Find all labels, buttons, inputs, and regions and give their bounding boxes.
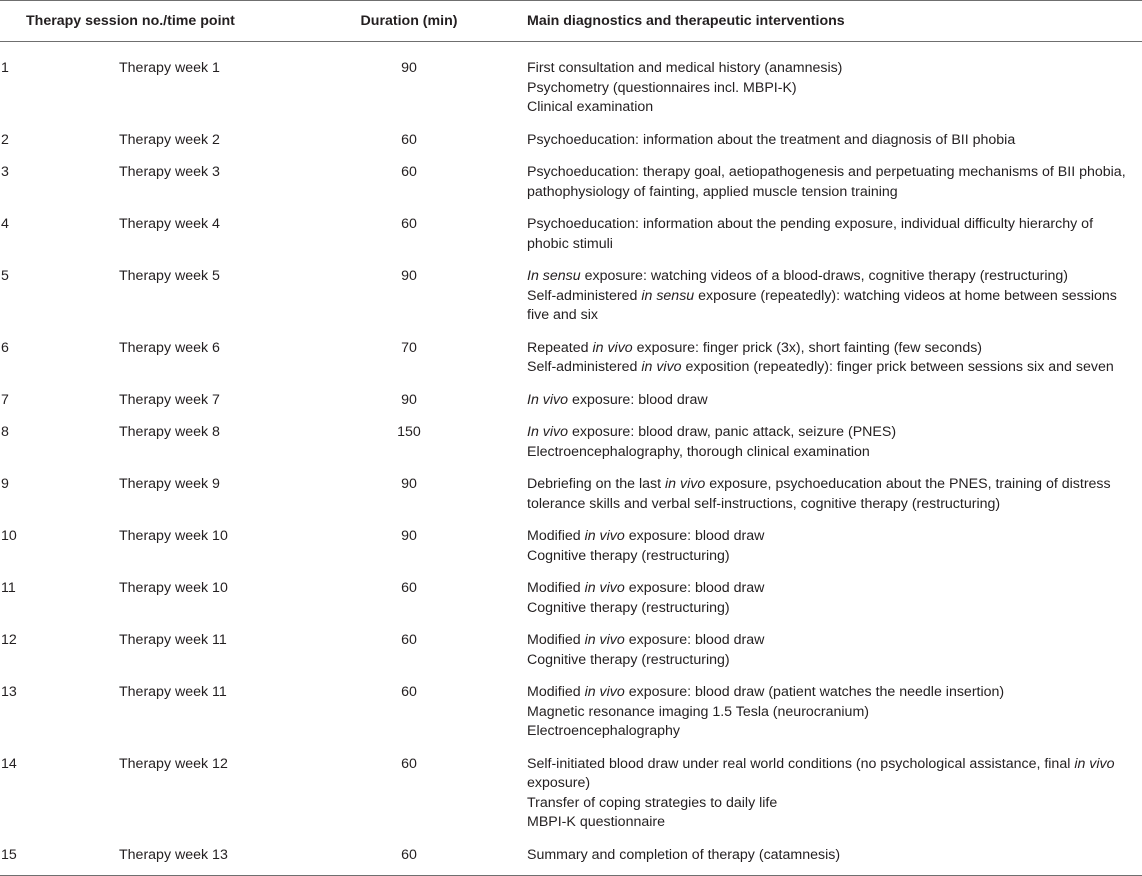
intervention-line: [527, 722, 1132, 742]
intervention-line: [527, 339, 1132, 359]
intervention-line: [527, 794, 1132, 814]
interventions-cell: [526, 570, 1142, 622]
intervention-text: Self-administered: [527, 359, 642, 375]
session-number: 8: [1, 424, 9, 440]
time-point: Therapy week 9: [119, 476, 220, 492]
duration-minutes: 150: [397, 424, 421, 440]
intervention-line: [527, 599, 1132, 619]
duration-minutes: 90: [401, 528, 417, 544]
intervention-line: [527, 631, 1132, 651]
interventions-cell: [526, 382, 1142, 415]
duration-minutes: 60: [352, 837, 526, 876]
intervention-text-italic: In vivo: [527, 391, 569, 408]
intervention-line: [527, 443, 1132, 463]
duration-minutes: 60: [401, 684, 417, 700]
intervention-text: exposure, psychoeducation about the PNES, training of distress tolerance skills and verbal self-instructions, cognitive therapy (restructuring): [527, 476, 1111, 512]
intervention-text: Debriefing on the last: [527, 476, 666, 492]
intervention-text: exposition (repeatedly): finger prick between sessions six and seven: [681, 359, 1114, 375]
intervention-line: [527, 287, 1132, 326]
intervention-text: Self-initiated blood draw under real world conditions (no psychological assistance, final: [527, 755, 1075, 772]
intervention-text-italic: in vivo: [584, 580, 625, 596]
session-number: 11: [1, 580, 16, 596]
intervention-line: [527, 215, 1132, 254]
intervention-text: Psychoeducation: therapy goal, aetiopathogenesis and perpetuating mechanisms of BII phobia, pathophysiology of fainting, applied muscle tension training: [527, 164, 1126, 200]
intervention-text: exposure): [527, 775, 591, 791]
intervention-text: exposure: blood draw: [568, 391, 708, 408]
table-body: [0, 42, 1142, 876]
time-point: Therapy week 1: [119, 60, 220, 76]
interventions-cell: [526, 206, 1142, 258]
intervention-text: Magnetic resonance imaging 1.5 Tesla (neurocranium): [527, 703, 869, 720]
time-point: Therapy week 6: [119, 339, 220, 356]
header-duration: Duration (min): [352, 1, 526, 42]
intervention-text: Modified: [527, 528, 585, 544]
intervention-text: exposure: finger prick (3x), short fainting (few seconds): [632, 339, 983, 356]
duration-minutes: 90: [401, 268, 417, 284]
interventions-cell: [526, 122, 1142, 155]
time-point: Therapy week 11: [119, 632, 227, 648]
duration-minutes: 90: [401, 476, 417, 492]
intervention-text: Cognitive therapy (restructuring): [527, 599, 730, 616]
interventions-cell: [526, 837, 1142, 876]
table-row: [0, 570, 1142, 622]
time-point: Therapy week 10: [119, 528, 228, 544]
intervention-text-italic: In sensu: [527, 268, 581, 284]
session-number: 3: [1, 164, 9, 180]
intervention-line: [527, 475, 1132, 514]
header-row: [0, 1, 1142, 42]
intervention-text: exposure: blood draw: [624, 528, 765, 544]
session-number: 14: [1, 755, 17, 772]
table-row: [0, 837, 1142, 876]
session-number: 1: [1, 60, 9, 76]
session-number: 9: [1, 476, 9, 492]
table-row: [0, 154, 1142, 206]
intervention-line: [527, 358, 1132, 378]
time-point: Therapy week 11: [119, 684, 227, 700]
intervention-text-italic: in vivo: [641, 359, 682, 375]
time-point: Therapy week 2: [119, 131, 220, 148]
intervention-text: exposure: blood draw: [624, 632, 765, 648]
table-row: [0, 330, 1142, 382]
duration-minutes: 60: [401, 216, 417, 232]
table-row: [0, 42, 1142, 122]
intervention-line: [527, 703, 1132, 723]
intervention-text: Modified: [527, 580, 585, 596]
table-header: [0, 1, 1142, 42]
interventions-cell: [526, 746, 1142, 837]
duration-minutes: 60: [401, 580, 417, 596]
table-row: [0, 746, 1142, 837]
intervention-text: Electroencephalography: [527, 723, 681, 739]
session-number: 2: [1, 131, 9, 148]
session-number: 15: [0, 837, 117, 876]
intervention-line: [527, 579, 1132, 599]
session-number: 4: [1, 216, 9, 232]
table-row: [0, 122, 1142, 155]
session-number: 13: [1, 684, 17, 700]
table-row: [0, 414, 1142, 466]
table-row: [0, 622, 1142, 674]
interventions-cell: [526, 518, 1142, 570]
intervention-text: Psychometry (questionnaires incl. MBPI-K): [527, 79, 797, 96]
intervention-line: [527, 59, 1132, 79]
intervention-text: exposure: blood draw, panic attack, seizure (PNES): [568, 424, 897, 440]
intervention-text: First consultation and medical history (anamnesis): [527, 60, 843, 76]
interventions-cell: [526, 258, 1142, 330]
time-point: Therapy week 10: [119, 580, 228, 596]
intervention-text-italic: in sensu: [641, 287, 695, 304]
intervention-line: [527, 527, 1132, 547]
table-row: [0, 518, 1142, 570]
intervention-text: Psychoeducation: information about the pending exposure, individual difficulty hierarchy of phobic stimuli: [527, 216, 1094, 252]
time-point: Therapy week 4: [119, 216, 220, 232]
time-point: Therapy week 12: [119, 755, 228, 772]
duration-minutes: 60: [401, 164, 417, 180]
table-row: [0, 382, 1142, 415]
intervention-text-italic: in vivo: [584, 684, 625, 700]
intervention-line: [527, 163, 1132, 202]
intervention-text: exposure: watching videos of a blood-draws, cognitive therapy (restructuring): [580, 268, 1068, 284]
interventions-cell: [526, 674, 1142, 746]
intervention-text: Clinical examination: [527, 99, 654, 115]
duration-minutes: 90: [401, 60, 417, 76]
duration-minutes: 70: [401, 339, 417, 356]
intervention-text: Psychoeducation: information about the treatment and diagnosis of BII phobia: [527, 131, 1016, 148]
intervention-line: [527, 391, 1132, 411]
intervention-text: MBPI-K questionnaire: [527, 814, 666, 830]
header-session: Therapy session no./time point: [0, 1, 352, 42]
time-point: Therapy week 5: [119, 268, 220, 284]
duration-minutes: 60: [401, 755, 417, 772]
intervention-text-italic: in vivo: [592, 339, 633, 356]
duration-minutes: 90: [401, 391, 417, 408]
intervention-text-italic: In vivo: [527, 424, 569, 440]
intervention-line: [527, 651, 1132, 671]
interventions-cell: [526, 466, 1142, 518]
intervention-text: Electroencephalography, thorough clinical examination: [527, 443, 870, 460]
duration-minutes: 60: [401, 632, 417, 648]
intervention-line: [527, 755, 1132, 794]
session-number: 12: [1, 632, 17, 648]
time-point: Therapy week 3: [119, 164, 220, 180]
table-row: [0, 466, 1142, 518]
intervention-text-italic: in vivo: [665, 476, 706, 492]
intervention-text-italic: in vivo: [584, 632, 625, 648]
interventions-cell: [526, 622, 1142, 674]
interventions-cell: [526, 330, 1142, 382]
intervention-line: [527, 79, 1132, 99]
intervention-line: [527, 98, 1132, 118]
intervention-text: Summary and completion of therapy (catamnesis): [527, 846, 841, 863]
table-row: [0, 674, 1142, 746]
intervention-line: [527, 683, 1132, 703]
table-row: [0, 206, 1142, 258]
intervention-text: exposure: blood draw (patient watches the needle insertion): [624, 684, 1005, 700]
intervention-line: [527, 267, 1132, 287]
intervention-text: Cognitive therapy (restructuring): [527, 651, 730, 668]
session-number: 7: [1, 391, 9, 408]
interventions-cell: [526, 154, 1142, 206]
interventions-cell: [526, 414, 1142, 466]
time-point: Therapy week 8: [119, 424, 220, 440]
intervention-text: exposure (repeatedly): watching videos at home between sessions five and six: [527, 287, 1117, 323]
table-row: [0, 258, 1142, 330]
intervention-line: [527, 423, 1132, 443]
intervention-text: Self-administered: [527, 287, 642, 304]
intervention-text: Modified: [527, 632, 585, 648]
session-number: 5: [1, 268, 9, 284]
duration-minutes: 60: [401, 131, 417, 148]
session-number: 6: [1, 339, 9, 356]
intervention-text-italic: in vivo: [1074, 755, 1115, 772]
intervention-text: exposure: blood draw: [624, 580, 765, 596]
interventions-cell: [526, 42, 1142, 122]
intervention-text: Repeated: [527, 339, 593, 356]
intervention-line: [527, 547, 1132, 567]
time-point: Therapy week 7: [119, 391, 220, 408]
intervention-text: Transfer of coping strategies to daily life: [527, 794, 778, 811]
intervention-text-italic: in vivo: [584, 528, 625, 544]
time-point: Therapy week 13: [117, 837, 352, 876]
session-number: 10: [1, 528, 17, 544]
intervention-line: [527, 131, 1132, 151]
intervention-line: [527, 813, 1132, 833]
header-main-interventions: Main diagnostics and therapeutic interventions: [526, 1, 1142, 42]
intervention-text: Cognitive therapy (restructuring): [527, 547, 730, 564]
intervention-line: [527, 846, 1132, 866]
intervention-text: Modified: [527, 684, 585, 700]
